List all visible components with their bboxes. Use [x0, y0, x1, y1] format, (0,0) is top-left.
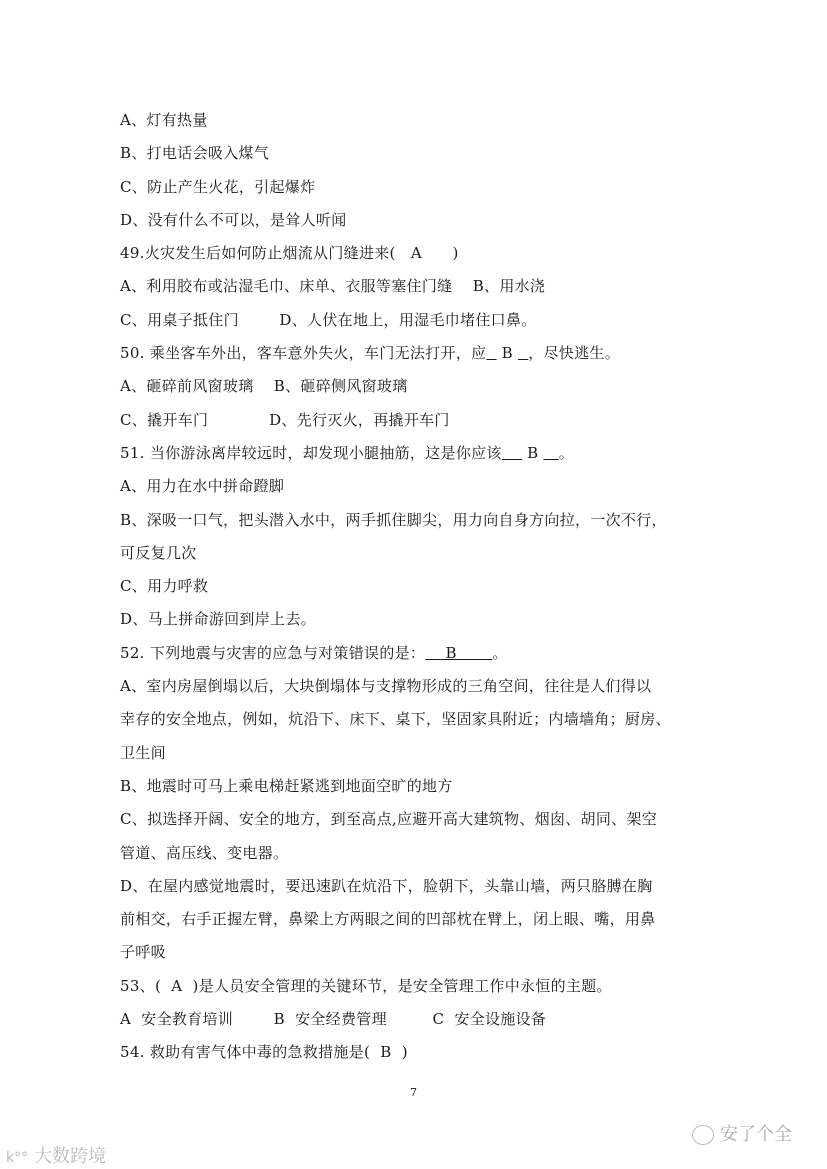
text-line: D、没有什么不可以，是耸人听闻: [120, 210, 347, 229]
text-line: C、拟选择开阔、安全的地方，到至高点,应避开高大建筑物、烟囱、胡同、架空: [120, 810, 658, 829]
text-line: A 安全教育培训 B 安全经费管理 C 安全设施设备: [120, 1010, 547, 1029]
q51-answer: B: [522, 443, 544, 462]
q50-blank: [486, 344, 496, 362]
text-line: 前相交，右手正握左臂，鼻梁上方两眼之间的凹部枕在臂上，闭上眼、嘴，用鼻: [120, 910, 656, 929]
q50-tail: ，尽快逃生。: [528, 344, 620, 363]
question-50: [120, 337, 720, 370]
document-body: [120, 104, 720, 1070]
question-54: 54. 救助有害气体中毒的急救措施是( B ): [120, 1043, 408, 1062]
page-number: 7: [410, 1086, 417, 1099]
q50-text: 50. 乘坐客车外出，客车意外失火，车门无法打开，应: [120, 344, 487, 363]
text-line: A、室内房屋倒塌以后，大块倒塌体与支撑物形成的三角空间，往往是人们得以: [120, 677, 652, 696]
text-line: 幸存的安全地点，例如，炕沿下、床下、桌下，坚固家具附近；内墙墙角；厨房、: [120, 710, 671, 729]
question-52: [120, 637, 720, 670]
text-line: C、防止产生火花，引起爆炸: [120, 177, 316, 196]
question-51: [120, 437, 720, 470]
text-line: 可反复几次: [120, 543, 197, 562]
watermark-right: [692, 1120, 792, 1146]
watermark-left: [6, 1142, 106, 1168]
wechat-icon: [692, 1125, 714, 1145]
q52-tail: 。: [492, 643, 508, 662]
q51-text: 51. 当你游泳离岸较远时，却发现小腿抽筋，这是你应该: [120, 443, 502, 462]
watermark-right-text: 安了个全: [720, 1124, 792, 1145]
text-line: A、灯有热量: [120, 111, 208, 129]
logo-icon: k°°: [6, 1150, 29, 1166]
text-line: C、撬开车门 D、先行灭火，再撬开车门: [120, 410, 450, 429]
q50-blank: [518, 344, 528, 362]
text-line: 子呼吸: [120, 943, 166, 962]
text-line: D、在屋内感觉地震时，要迅速趴在炕沿下，脸朝下，头靠山墙，两只胳膊在胸: [120, 876, 653, 895]
text-line: 管道、高压线、变电器。: [120, 843, 289, 862]
text-line: B、地震时可马上乘电梯赶紧逃到地面空旷的地方: [120, 776, 453, 795]
q51-blank: [543, 444, 558, 462]
text-line: D、马上拼命游回到岸上去。: [120, 610, 316, 629]
text-line: C、用力呼救: [120, 577, 209, 596]
q51-blank: [502, 444, 522, 462]
text-line: B、深吸一口气，把头潜入水中，两手抓住脚尖，用力向自身方向拉，一次不行，: [120, 510, 667, 529]
text-line: A、利用胶布或沾湿毛巾、床单、衣服等塞住门缝 B、用水浇: [120, 277, 546, 296]
watermark-left-text: 大数跨境: [34, 1146, 107, 1167]
text-line: B、打电话会吸入煤气: [120, 144, 270, 163]
question-53: 53、( A )是人员安全管理的关键环节，是安全管理工作中永恒的主题。: [120, 976, 612, 995]
text-line: 卫生间: [120, 743, 166, 762]
q51-tail: 。: [558, 443, 575, 462]
q52-text: 52. 下列地震与灾害的应急与对策错误的是：: [120, 643, 426, 662]
question-49: 49.火灾发生后如何防止烟流从门缝进来( A ): [120, 244, 459, 263]
text-line: C、用桌子抵住门 D、人伏在地上，用湿毛巾堵住口鼻。: [120, 310, 537, 329]
q50-answer: B: [496, 344, 519, 363]
text-line: A、用力在水中拼命蹬脚: [120, 477, 285, 496]
text-line: A、砸碎前风窗玻璃 B、砸碎侧风窗玻璃: [120, 377, 408, 396]
q52-answer: B: [425, 643, 493, 662]
